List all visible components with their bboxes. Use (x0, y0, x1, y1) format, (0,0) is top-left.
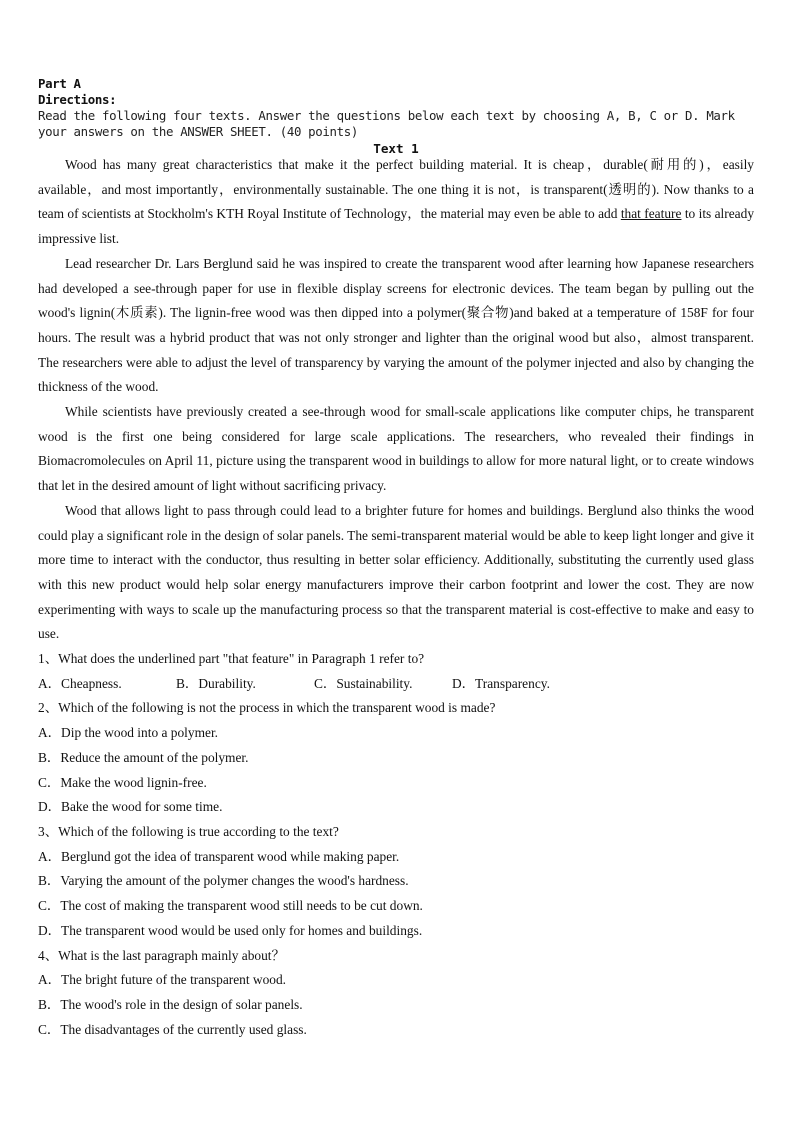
question-stem: 2、Which of the following is not the process in which the transparent wood is made? (38, 700, 496, 716)
option-a: A．Berglund got the idea of transparent wood while making paper. (38, 848, 400, 864)
paragraph-2: Lead researcher Dr. Lars Berglund said he was inspired to create the transparent wood after learning how Japanese researchers had developed a see-through paper for use in flexible display screens for electronic devices. The team began by pulling out the wood's lignin(木质素). The lignin-free wood was then dipped into a polymer(聚合物)and baked at a temperature of 158F for four hours. The result was a hybrid product that was not only stronger and lighter than the original wood but also，almost transparent. The researchers were able to adjust the level of transparency by varying the amount of the polymer injected and also by changing the thickness of the wood. (38, 255, 754, 395)
option-b: B．The wood's role in the design of solar panels. (38, 996, 303, 1012)
underlined-phrase: that feature (620, 206, 682, 222)
part-label: Part A (38, 76, 81, 91)
directions-label: Directions: (38, 92, 117, 107)
question-stem: 4、What is the last paragraph mainly about？ (38, 947, 285, 963)
option-d: D．Bake the wood for some time. (38, 799, 223, 815)
paragraph-1-text-b: to its already impressive list. (38, 206, 755, 247)
option-c: C．The disadvantages of the currently used glass. (38, 1021, 307, 1037)
option-a: A．Dip the wood into a polymer. (38, 725, 219, 741)
question-1 (38, 647, 754, 696)
question-stem: 3、Which of the following is true according to the text? (38, 823, 339, 839)
question-3 (38, 820, 754, 944)
option-b: B．Varying the amount of the polymer changes the wood's hardness. (38, 873, 409, 889)
option-d: D．The transparent wood would be used only for homes and buildings. (38, 922, 423, 938)
paragraph-1 (38, 153, 754, 252)
option-c: C．The cost of making the transparent wood still needs to be cut down. (38, 898, 423, 914)
paragraph-4: Wood that allows light to pass through could lead to a brighter future for homes and buildings. Berglund also thinks the wood could play a significant role in the design of solar panels. The semi-transparent material would be able to keep light longer and give it more time to interact with the conductor, thus resulting in better solar efficiency. Additionally, substituting the currently used glass with this new product would help solar energy manufacturers improve their carbon footprint and lower the cost. They are now experimenting with ways to scale up the manufacturing process so that the transparent material is cost-effective to make and easy to use. (38, 502, 754, 642)
option-b: B．Durability. (176, 675, 256, 691)
option-c: C．Sustainability. (314, 675, 413, 691)
paragraph-3: While scientists have previously created a see-through wood for small-scale applications like computer chips, he transparent wood is the first one being considered for large scale applications. The researchers, who revealed their findings in Biomacromolecules on April 11, picture using the transparent wood in buildings to allow for more natural light, or to create windows that let in the desired amount of light without sacrificing privacy. (38, 404, 754, 494)
option-c: C．Make the wood lignin-free. (38, 774, 207, 790)
directions-line-2: your answers on the ANSWER SHEET. (40 points) (38, 124, 358, 139)
passage-and-questions (38, 153, 754, 1042)
option-b: B．Reduce the amount of the polymer. (38, 749, 249, 765)
question-4 (38, 944, 754, 1043)
option-a: A．The bright future of the transparent wood. (38, 972, 287, 988)
option-d: D．Transparency. (452, 675, 550, 691)
option-row (38, 672, 754, 697)
text-title: Text 1 (373, 141, 419, 156)
question-2 (38, 696, 754, 820)
option-a: A．Cheapness. (38, 675, 122, 691)
question-stem: 1、What does the underlined part "that feature" in Paragraph 1 refer to? (38, 651, 425, 667)
section-header (38, 76, 735, 140)
directions-line-1: Read the following four texts. Answer the questions below each text by choosing A, B, C or D. Mark (38, 108, 735, 123)
paragraph-1-text-a: Wood has many great characteristics that make it the perfect building material. It is cheap，durable(耐用的)，easily available，and most importantly，environmentally sustainable. The one thing it is not，is transparent(透明的). Now thanks to a team of scientists at Stockholm's KTH Royal Institute of Technology，the material may even be able to add (38, 157, 754, 222)
